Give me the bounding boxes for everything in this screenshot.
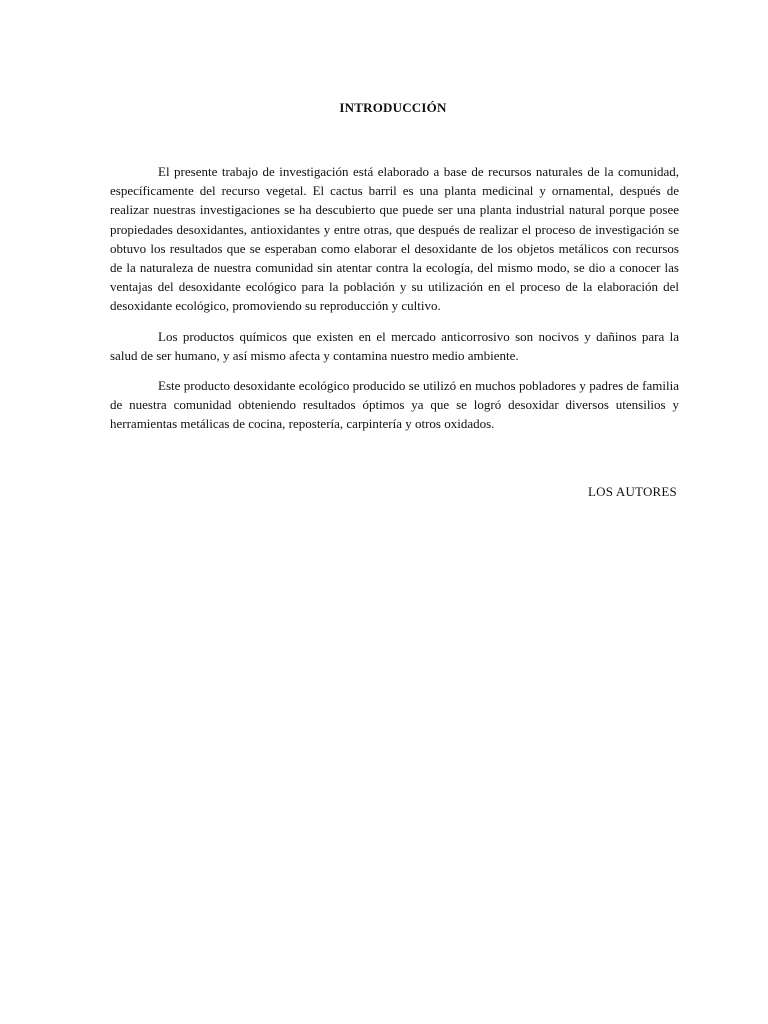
paragraph-results: Este producto desoxidante ecológico producido se utilizó en muchos pobladores y padres de familia de nuestra comunidad obteniendo resultados óptimos ya que se logró desoxidar diversos utensilios y herramientas metálicas de cocina, repostería, carpintería y otros oxidados. (110, 378, 679, 432)
paragraph-chemicals: Los productos químicos que existen en el mercado anticorrosivo son nocivos y dañinos para la salud de ser humano, y así mismo afecta y contamina nuestro medio ambiente. (110, 328, 679, 363)
document-body (110, 162, 679, 445)
authors-signature: LOS AUTORES (587, 484, 677, 499)
paragraph-intro: El presente trabajo de investigación está elaborado a base de recursos naturales de la comunidad, específicamente del recurso vegetal. El cactus barril es una planta medicinal y ornamental, después de realizar nuestras investigaciones se ha descubierto que puede ser una planta industrial natural porque posee propiedades desoxidantes, antioxidantes y entre otras, que después de realizar el proceso de investigación se obtuvo los resultados que se esperaban como elaborar el desoxidante de los objetos metálicos con recursos de la naturaleza de nuestra comunidad sin atentar contra la ecología, del mismo modo, se dio a conocer las ventajas del desoxidante ecológico para la población y su utilización en el proceso de la elaboración del desoxidante ecológico, promoviendo su reproducción y cultivo. (110, 164, 679, 314)
document-title: INTRODUCCIÓN (339, 100, 447, 115)
